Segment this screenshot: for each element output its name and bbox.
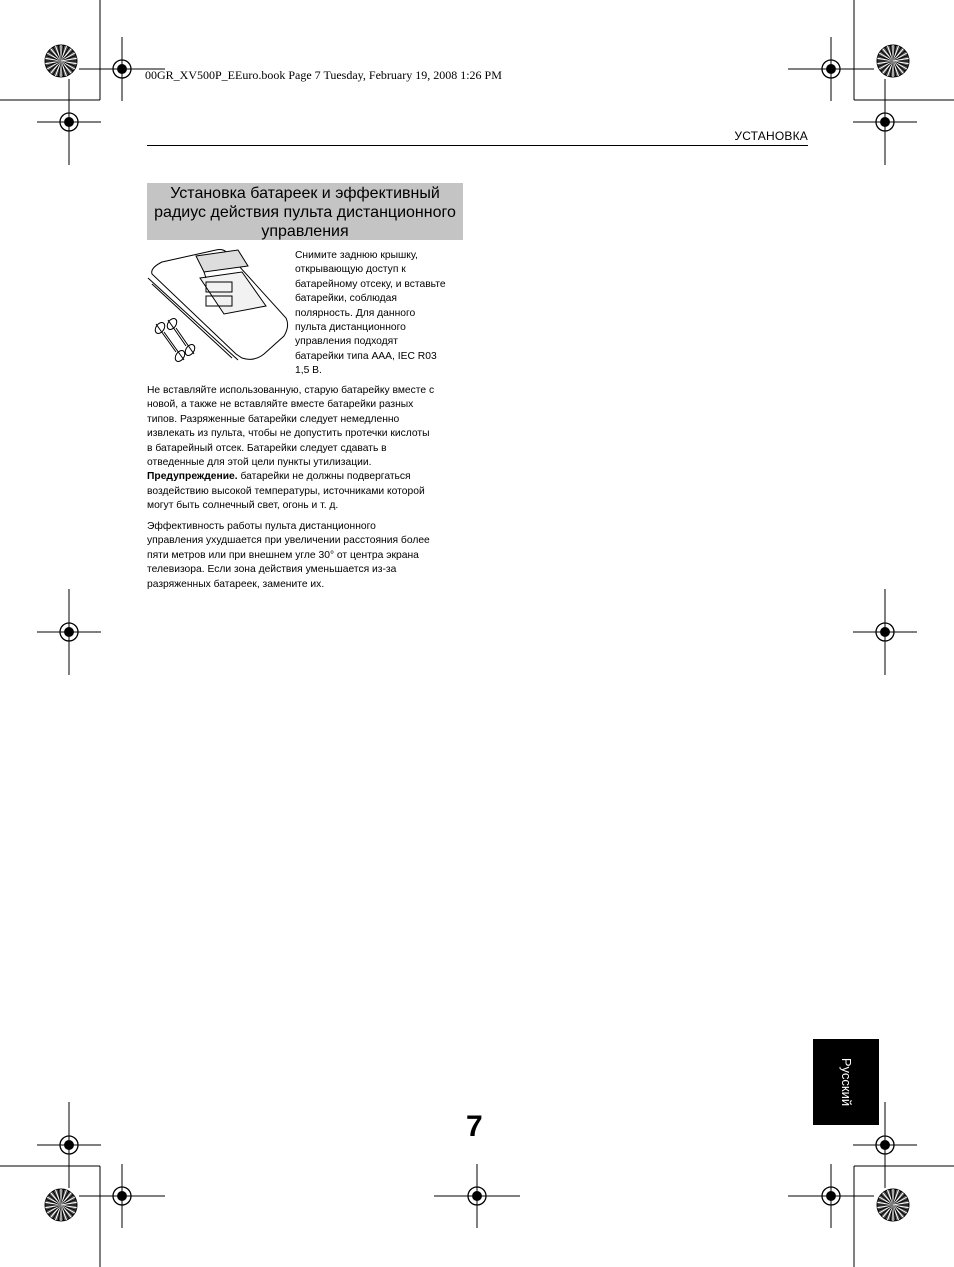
registration-mark-icon xyxy=(788,1164,874,1228)
paragraph-line: типов. Разряженные батарейки следует немедленно xyxy=(147,413,400,425)
instruction-line: управления подходят xyxy=(295,336,398,348)
instruction-line: батарейки типа AAA, IEC R03 xyxy=(295,350,437,362)
paragraph-line: телевизора. Если зона действия уменьшается из-за xyxy=(147,564,397,576)
title-line-2: радиус действия пульта дистанционного xyxy=(154,204,456,221)
language-tab xyxy=(813,1039,879,1125)
paragraph-line: извлекать из пульта, чтобы не допустить протечки кислоты xyxy=(147,428,430,440)
registration-mark-icon xyxy=(37,589,101,675)
registration-mark-icon xyxy=(853,589,917,675)
starburst-mark-icon xyxy=(877,45,909,77)
remote-control-battery-icon xyxy=(146,248,290,366)
battery-instructions xyxy=(295,249,467,379)
starburst-mark-icon xyxy=(877,1189,909,1221)
instruction-line: батарейному отсеку, и вставьте xyxy=(295,278,446,290)
battery-disposal-paragraph xyxy=(147,384,467,514)
warning-line xyxy=(147,470,467,484)
paragraph-line: новой, а также не вставляйте вместе батарейки разных xyxy=(147,399,414,411)
registration-mark-icon xyxy=(79,1164,165,1228)
range-paragraph xyxy=(147,520,467,592)
paragraph-line: управления ухудшается при увеличении расстояния более xyxy=(147,535,430,547)
section-title xyxy=(147,183,463,240)
header-divider xyxy=(147,145,808,146)
paragraph-line: Не вставляйте использованную, старую батарейку вместе с xyxy=(147,385,435,396)
paragraph-line: пяти метров или при внешнем угле 30° от центра экрана xyxy=(147,549,419,561)
page-number: 7 xyxy=(466,1110,483,1143)
starburst-mark-icon xyxy=(45,1189,77,1221)
warning-text: батарейки не должны подвергаться xyxy=(237,471,411,483)
section-header: УСТАНОВКА xyxy=(734,129,808,143)
instruction-line: батарейки, соблюдая xyxy=(295,293,397,305)
file-header: 00GR_XV500P_EEuro.book Page 7 Tuesday, February 19, 2008 1:26 PM xyxy=(145,68,502,82)
registration-mark-icon xyxy=(853,79,917,165)
paragraph-line: в батарейный отсек. Батарейки следует сдавать в xyxy=(147,442,387,454)
instruction-line: Снимите заднюю крышку, xyxy=(295,250,418,261)
instruction-line: полярность. Для данного xyxy=(295,307,416,319)
paragraph-line: могут быть солнечный свет, огонь и т. д. xyxy=(147,500,339,512)
registration-mark-icon xyxy=(788,37,874,101)
language-tab-label: Русский xyxy=(839,1057,854,1107)
instruction-line: 1,5 В. xyxy=(295,365,322,377)
instruction-line: открывающую доступ к xyxy=(295,264,406,276)
instruction-line: пульта дистанционного xyxy=(295,322,406,334)
paragraph-line: воздействию высокой температуры, источниками которой xyxy=(147,485,425,497)
title-line-3: управления xyxy=(261,223,349,240)
paragraph-line: отведенные для этой цели пункты утилизации. xyxy=(147,457,372,469)
registration-mark-icon xyxy=(37,1102,101,1188)
title-line-1: Установка батареек и эффективный xyxy=(170,185,440,202)
paragraph-line: Эффективность работы пульта дистанционного xyxy=(147,521,376,532)
warning-label: Предупреждение. xyxy=(147,471,238,483)
registration-mark-icon xyxy=(37,79,101,165)
starburst-mark-icon xyxy=(45,45,77,77)
paragraph-line: разряженных батареек, замените их. xyxy=(147,578,325,590)
registration-mark-icon xyxy=(434,1164,520,1228)
